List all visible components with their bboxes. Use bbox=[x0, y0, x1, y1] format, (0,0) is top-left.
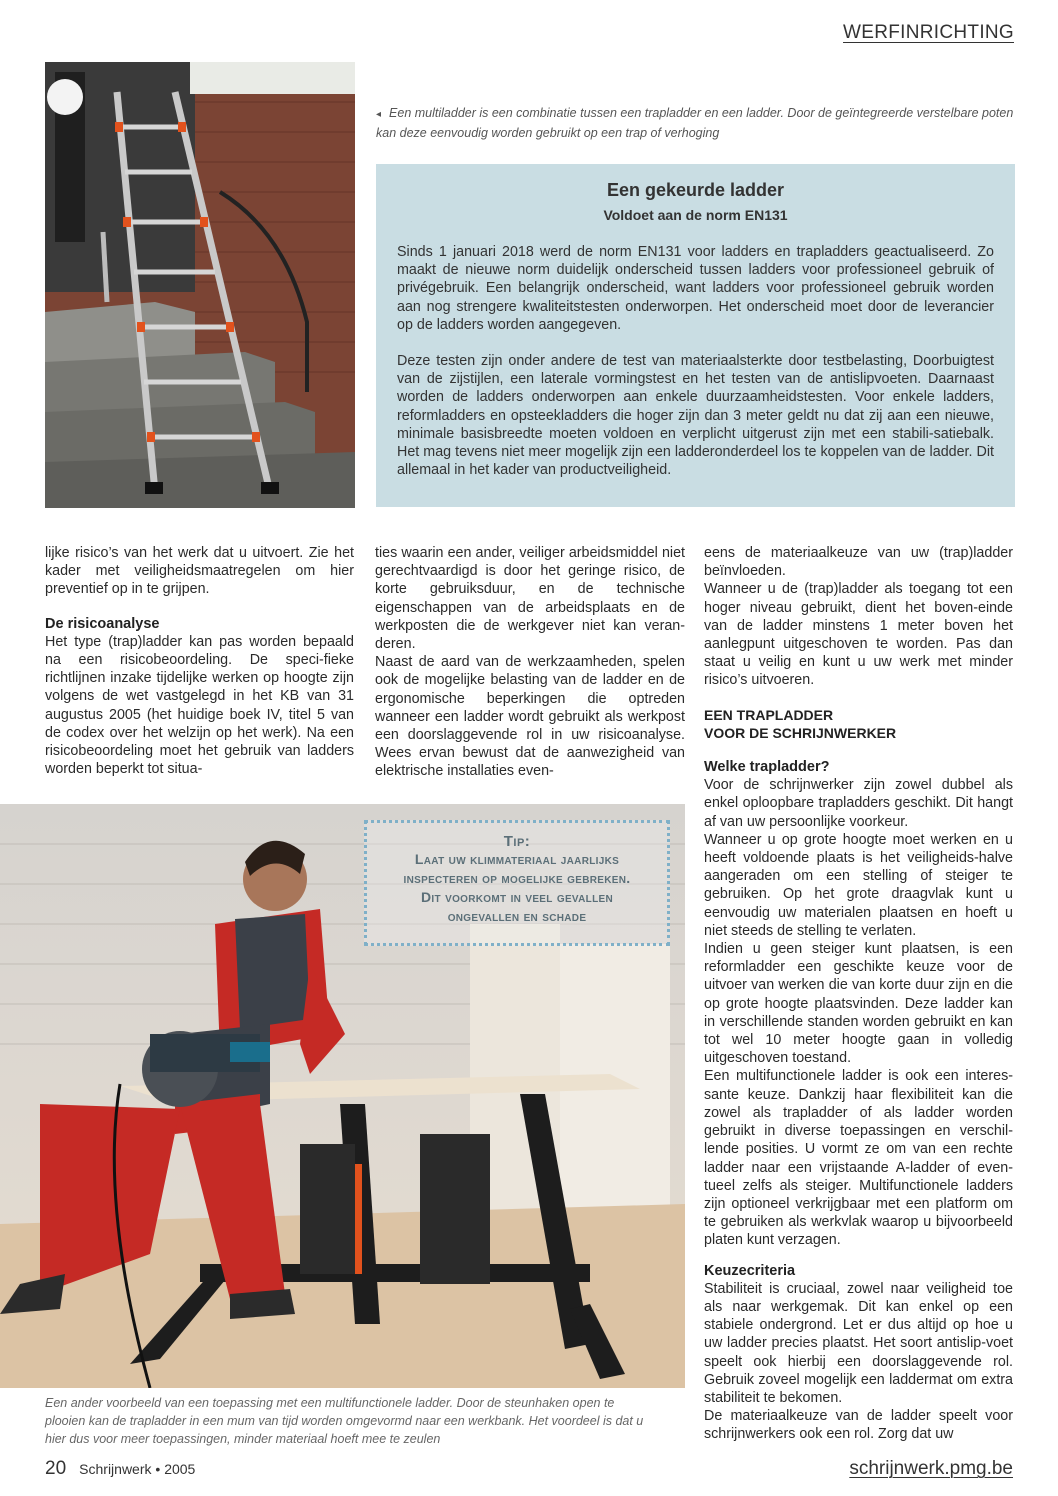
info-box-title: Een gekeurde ladder bbox=[606, 180, 785, 200]
body-paragraph: eens de materiaalkeuze van uw (trap)ladder beïnvloeden. bbox=[704, 545, 1013, 580]
article-column-1 bbox=[45, 544, 354, 778]
subheading-welke-trapladder: Welke trapladder? bbox=[704, 759, 830, 776]
tip-line: Laat uw klimmateriaal jaarlijks bbox=[414, 851, 620, 867]
info-box-en131 bbox=[376, 164, 1015, 507]
body-paragraph: Indien u geen steiger kunt plaatsen, is een reformladder een geschikte keuze voor de uitvoer van werken die van korte duur zijn en die op grote hoogte plaatsvinden. Deze ladder kan in verschillende standen worden gebruikt en kan tot wel 10 meter hoogte gaan in volledig uitgeschoven toestand. bbox=[704, 941, 1013, 1067]
body-paragraph: Het type (trap)ladder kan pas worden bepaald na een risicobeoordeling. De speci-fieke richtlijnen inzake tijdelijke werken op hoogte zijn volgens de wet vastgelegd in het KB van 31 augustus 2005 (het huidige boek IV, titel 5 van de codex over het welzijn op het werk). Na een risicobeoordeling moet het gebruik van ladders worden beperkt tot situa- bbox=[45, 633, 354, 778]
top-caption-text: Een multiladder is een combinatie tussen een trapladder en een ladder. Door de geïntegreerde verstelbare poten kan deze eenvoudig worden gebruikt op een trap of verhoging bbox=[376, 106, 1014, 140]
body-paragraph: ties waarin een ander, veiliger arbeidsmiddel niet gerechtvaardigd is door het geringe risico, de korte gebruiksduur, en de technische eigenschappen van de arbeidsplaats en de werkposten die de werkgever niet kan veran-deren. bbox=[375, 545, 685, 653]
info-box-paragraph: Sinds 1 januari 2018 werd de norm EN131 voor ladders en trapladders geactualiseerd. Zo maakt de nieuwe norm duidelijk onderscheid tussen ladders voor professioneel gebruik of privégebruik. Een belangrijk onderscheid, want ladders voor professioneel gebruik worden aan nog strengere kwaliteitstesten onderworpen. Het onderscheid moet door de leverancier op de ladders worden aangegeven. bbox=[397, 244, 994, 333]
website-link[interactable]: schrijnwerk.pmg.be bbox=[849, 1458, 1013, 1479]
multiladder-photo bbox=[45, 62, 355, 508]
caption-arrow-icon: ◂ bbox=[376, 109, 382, 120]
body-paragraph: Wanneer u de (trap)ladder als toegang tot een hoger niveau gebruikt, dient het boven-einde van de ladder minstens 1 meter boven het aanlegpunt uitgeschoven te worden. Pas dan staat u veilig en kunt u uw werk met minder risico’s uitvoeren. bbox=[704, 581, 1013, 689]
bottom-photo-caption: Een ander voorbeeld van een toepassing met een multifunctionele ladder. Door de steunhaken open te plooien kan de trapladder in een mum van tijd worden omgevormd naar een werkbank. Het voordeel is dat u hier dus voor meer toepassingen, minder materiaal hoeft mee te zeulen bbox=[45, 1396, 644, 1446]
body-paragraph: Wanneer u op grote hoogte moet werken en u heeft voldoende plaats is het veiligheids-halve aangeraden om een stelling of steiger te gebruiken. Op het grote draagvlak kunt u eenvoudig uw materialen plaatsen en hoeft u niet steeds de stelling te verlaten. bbox=[704, 831, 1013, 939]
tip-line: inspecteren op mogelijke gebreken. bbox=[403, 870, 631, 886]
section-heading-line-1: EEN TRAPLADDER bbox=[704, 706, 834, 723]
tip-title: Tip: bbox=[503, 833, 531, 850]
top-photo-caption bbox=[376, 104, 1016, 142]
body-paragraph: De materiaalkeuze van de ladder speelt voor schrijnwerkers ook een rol. Zorg dat uw bbox=[704, 1408, 1013, 1443]
subheading-risicoanalyse: De risicoanalyse bbox=[45, 615, 160, 632]
tip-line: ongevallen en schade bbox=[447, 908, 587, 924]
tip-box bbox=[364, 820, 670, 946]
body-paragraph: Stabiliteit is cruciaal, zowel naar veiligheid toe als naar werkgemak. Dit kan enkel op een stabiele ondergrond. Let er dus altijd op hoe u uw ladder precies plaatst. Het soort antislip-voet speelt ook hierbij een doorslaggevende rol. Gebruik zoveel mogelijk een laddermat om extra stabiliteit te bekomen. bbox=[704, 1280, 1013, 1406]
page-number: 20 bbox=[45, 1458, 67, 1479]
multiladder-illustration bbox=[45, 62, 355, 508]
body-paragraph: Naast de aard van de werkzaamheden, spelen ook de mogelijke belasting van de ladder en de ergonomische beperkingen die optreden wanneer een ladder wordt gebruikt als werkpost een doorslaggevende rol in uw risicoanalyse. Wees ervan bewust dat de aanwezigheid van elektrische installaties even- bbox=[375, 654, 685, 780]
publication-name: Schrijnwerk • 2005 bbox=[79, 1461, 196, 1477]
info-box-paragraph: Deze testen zijn onder andere de test van materiaalsterkte door testbelasting, Doorbuigtest van de zijstijlen, een laterale vormingstest en het testen van de antislipvoeten. Daarnaast worden de ladders onderworpen aan enkele duurzaamheidstesten. Voor enkele ladders, reformladders en opsteekladders die hoger zijn dan 3 meter geldt nu dat zij aan een nieuwe, minimale basisbreedte moeten voldoen en verplicht uitgerust zijn met een stabili-satiebalk. Het mag tevens niet meer mogelijk zijn een ladderonderdeel los te koppelen van de ladder. Dit allemaal in het kader van productveiligheid. bbox=[397, 353, 994, 479]
section-tag: WERFINRICHTING bbox=[843, 22, 1014, 43]
article-column-2 bbox=[375, 544, 685, 781]
tip-line: Dit voorkomt in veel gevallen bbox=[421, 889, 613, 905]
info-box-subtitle: Voldoet aan de norm EN131 bbox=[603, 207, 788, 223]
footer-page-info bbox=[45, 1458, 195, 1480]
body-paragraph: Een multifunctionele ladder is ook een interes-sante keuze. Dankzij haar flexibiliteit kan die zowel als trapladder of als ladder worden gebruikt in diverse toepassingen en verschil-lende posities. U vormt ze om van een rechte ladder naar een vrijstaande A-ladder of even-tueel zelfs als steiger. Multifunctionele ladders zijn optioneel verkrijgbaar met een platform om te gebruiken als werkvlak waarop u bijvoorbeeld platen kunt verzagen. bbox=[704, 1068, 1013, 1249]
section-heading-line-2: VOOR DE SCHRIJNWERKER bbox=[704, 724, 897, 741]
body-paragraph: Voor de schrijnwerker zijn zowel dubbel als enkel oploopbare trapladders geschikt. Dit hangt af van uw persoonlijke voorkeur. bbox=[704, 777, 1013, 830]
body-paragraph: lijke risico’s van het werk dat u uitvoert. Zie het kader met veiligheidsmaatregelen om hier preventief op in te grijpen. bbox=[45, 545, 354, 598]
article-column-3 bbox=[704, 544, 1013, 1444]
subheading-keuzecriteria: Keuzecriteria bbox=[704, 1262, 796, 1279]
